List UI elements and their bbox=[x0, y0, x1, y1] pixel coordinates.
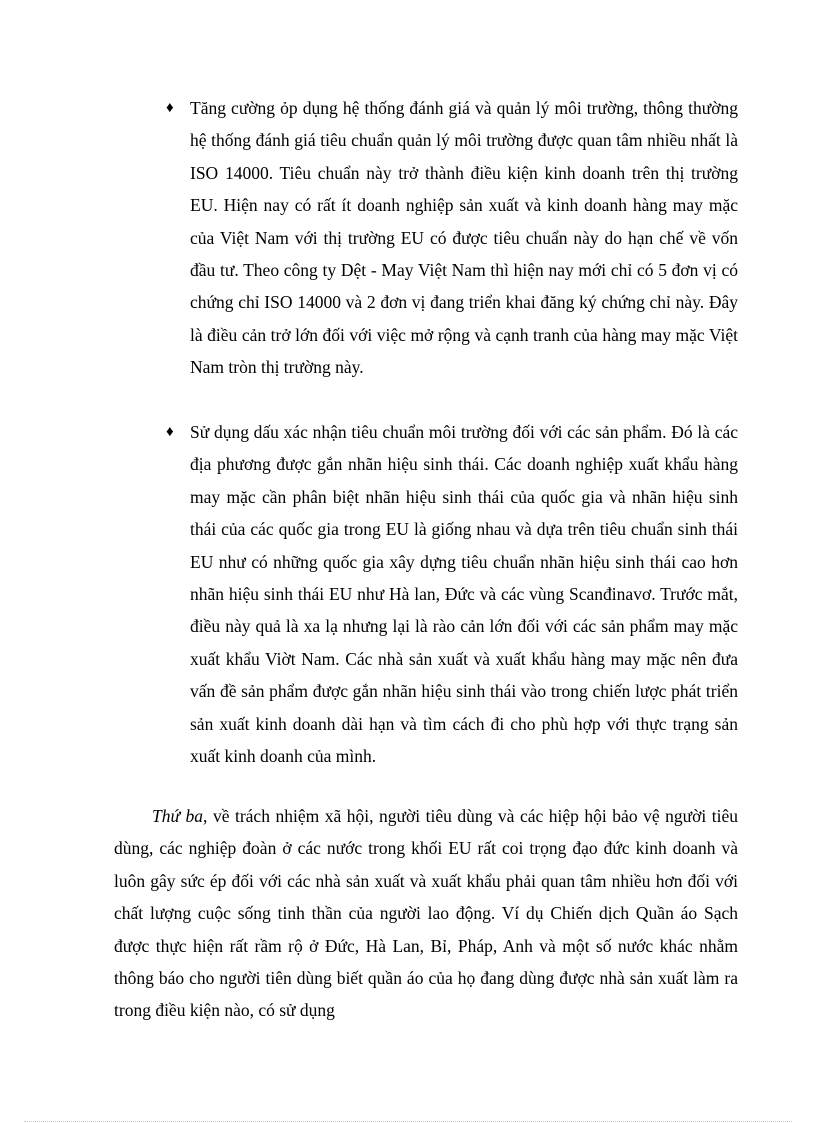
bullet-item-environmental-management bbox=[166, 92, 738, 384]
bullet-text: Tăng cường ỏp dụng hệ thống đánh giá và quản lý môi trường, thông thường hệ thống đánh giá tiêu chuẩn quản lý môi trường được quan tâm nhiều nhất là ISO 14000. Tiêu chuẩn này trở thành điều kiện kinh doanh trên thị trường EU. Hiện nay có rất ít doanh nghiệp sản xuất và kinh doanh hàng may mặc của Việt Nam với thị trường EU có được tiêu chuẩn này do hạn chế về vốn đầu tư. Theo công ty Dệt - May Việt Nam thì hiện nay mới chỉ có 5 đơn vị có chứng chỉ ISO 14000 và 2 đơn vị đang triển khai đăng ký chứng chỉ này. Đây là điều cản trở lớn đối với việc mở rộng và cạnh tranh của hàng may mặc Việt Nam tròn thị trường này. bbox=[190, 98, 738, 378]
diamond-bullet-icon: ♦ bbox=[166, 100, 174, 116]
page-bottom-divider bbox=[24, 1121, 792, 1122]
bullet-item-eco-label bbox=[166, 416, 738, 772]
body-paragraph-social-responsibility bbox=[114, 800, 738, 1027]
paragraph-lead-italic: Thứ ba bbox=[152, 806, 204, 826]
bullet-text: Sử dụng dấu xác nhận tiêu chuẩn môi trường đối với các sản phẩm. Đó là các địa phương được gắn nhãn hiệu sinh thái. Các doanh nghiệp xuất khẩu hàng may mặc cần phân biệt nhãn hiệu sinh thái của quốc gia và nhãn hiệu sinh thái của các quốc gia trong EU là giống nhau và dựa trên tiêu chuẩn sinh thái EU như có những quốc gia xây dựng tiêu chuẩn nhãn hiệu sinh thái cao hơn nhãn hiệu sinh thái EU như Hà lan, Đức và các vùng Scanđinavơ. Trước mắt, điều này quả là xa lạ nhưng lại là rào cản lớn đối với các sản phẩm may mặc xuất khẩu Viờt Nam. Các nhà sản xuất và xuất khẩu hàng may mặc nên đưa vấn đề sản phẩm được gắn nhãn hiệu sinh thái vào trong chiến lược phát triển sản xuất kinh doanh dài hạn và tìm cách đi cho phù hợp với thực trạng sản xuất kinh doanh của mình. bbox=[190, 422, 738, 767]
diamond-bullet-icon: ♦ bbox=[166, 424, 174, 440]
paragraph-text: , về trách nhiệm xã hội, người tiêu dùng và các hiệp hội bảo vệ người tiêu dùng, các nghiệp đoàn ở các nước trong khối EU rất coi trọng đạo đức kinh doanh và luôn gây sức ép đối với các nhà sản xuất và xuất khẩu phải quan tâm nhiều hơn đối với chất lượng cuộc sống tinh thần của người lao động. Ví dụ Chiến dịch Quần áo Sạch được thực hiện rất rầm rộ ở Đức, Hà Lan, Bỉ, Pháp, Anh và một số nước khác nhằm thông báo cho người tiên dùng biết quần áo của họ đang dùng được nhà sản xuất làm ra trong điều kiện nào, có sử dụng bbox=[114, 806, 738, 1021]
